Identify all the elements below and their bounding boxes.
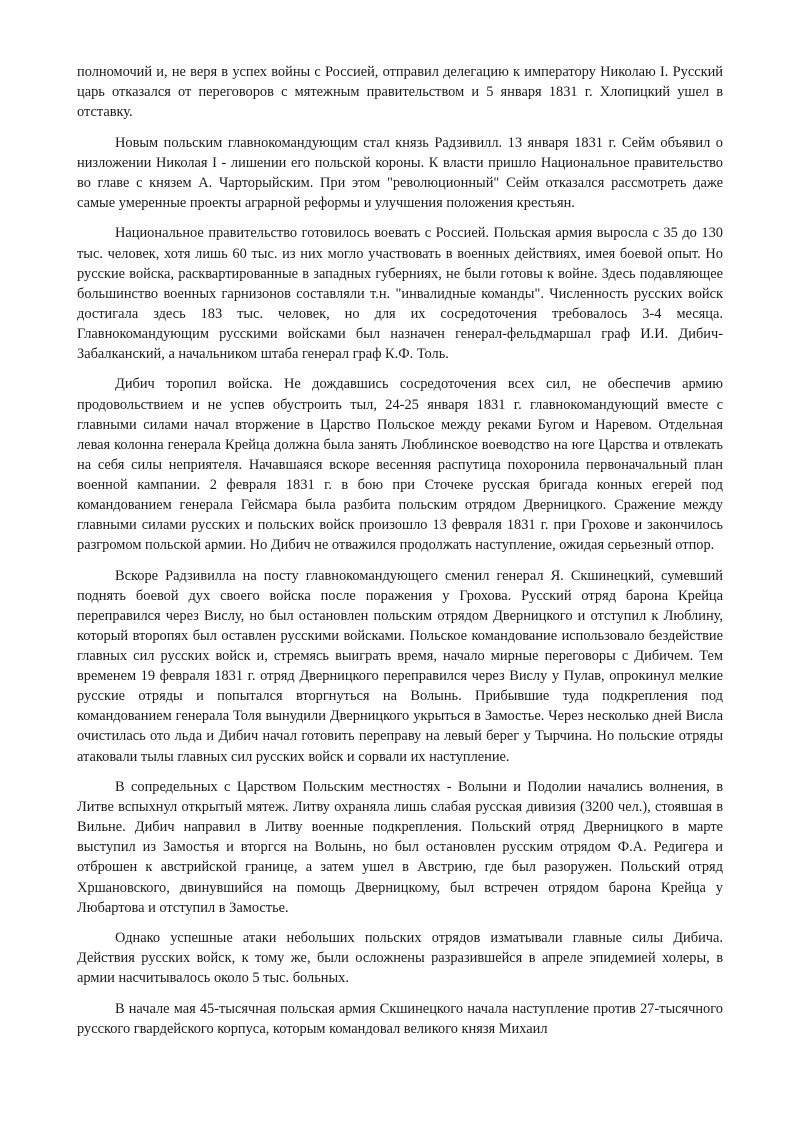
paragraph-2: Новым польским главнокомандующим стал князь Радзивилл. 13 января 1831 г. Сейм объявил о низложении Николая I - лишении его польской короны. К власти пришло Национальное правительство во главе с князем А. Чарторыйским. При этом "революционный" Сейм отказался рассмотреть даже самые умеренные проекты аграрной реформы и улучшения положения крестьян. [77, 134, 723, 211]
paragraph-4: Дибич торопил войска. Не дождавшись сосредоточения всех сил, не обеспечив армию продовольствием и не успев обустроить тыл, 24-25 января 1831 г. главнокомандующий вместе с главными силами начал вторжение в Царство Польское между реками Бугом и Наревом. Отдельная левая колонна генерала Крейца должна была занять Люблинское воеводство на юге Царства и отвлекать на себя силы неприятеля. Начавшаяся вскоре весенняя распутица похоронила первоначальный план военной кампании. 2 февраля 1831 г. в бою при Сточеке русская бригада конных егерей под командованием генерала Гейсмара была разбита польским отрядом Дверницкого. Сражение между главными силами русских и польских войск произошло 13 февраля 1831 г. при Грохове и закончилось разгромом польской армии. Но Дибич не отважился продолжать наступление, ожидая серьезный отпор. [77, 376, 723, 554]
paragraph-7: Однако успешные атаки небольших польских отрядов изматывали главные силы Дибича. Действия русских войск, к тому же, были осложнены разразившейся в апреле эпидемией холеры, в армии насчитывалось около 5 тыс. больных. [77, 930, 723, 987]
paragraph-8: В начале мая 45-тысячная польская армия Скшинецкого начала наступление против 27-тысячного русского гвардейского корпуса, которым командовал великого князя Михаил [77, 1000, 723, 1037]
paragraph-1: полномочий и, не веря в успех войны с Россией, отправил делегацию к императору Николаю I. Русский царь отказался от переговоров с мятежным правительством и 5 января 1831 г. Хлопицкий ушел в отставку. [77, 64, 723, 121]
paragraph-3: Национальное правительство готовилось воевать с Россией. Польская армия выросла с 35 до 130 тыс. человек, хотя лишь 60 тыс. из них могло участвовать в военных действиях, имея боевой опыт. Но русские войска, расквартированные в западных губерниях, не были готовы к войне. Здесь подавляющее большинство военных гарнизонов составляли т.н. "инвалидные команды". Численность русских войск достигала здесь 183 тыс. человек, но для их сосредоточения требовалось 3-4 месяца. Главнокомандующим русскими войсками был назначен генерал-фельдмаршал граф И.И. Дибич-Забалканский, а начальником штаба генерал граф К.Ф. Толь. [77, 225, 723, 362]
paragraph-5: Вскоре Радзивилла на посту главнокомандующего сменил генерал Я. Скшинецкий, сумевший поднять боевой дух своего войска после поражения у Грохова. Русский отряд барона Крейца переправился через Вислу, но был остановлен польским отрядом Дверницкого и отступил к Люблину, который второпях был оставлен русскими войсками. Польское командование использовало бездействие главных сил русских войск и, стремясь выиграть время, начало мирные переговоры с Дибичем. Тем временем 19 февраля 1831 г. отряд Дверницкого переправился через Вислу у Пулав, опрокинул мелкие русские отряды и попытался вторгнуться на Волынь. Прибывшие туда подкрепления под командованием генерала Толя вынудили Дверницкого укрыться в Замостье. Через несколько дней Висла очистилась ото льда и Дибич начал готовить переправу на левый берег у Тырчина. Но польские отряды атаковали тылы главных сил русских войск и сорвали их наступление. [77, 567, 723, 765]
document-page [77, 62, 723, 1049]
paragraph-6: В сопредельных с Царством Польским местностях - Волыни и Подолии начались волнения, в Литве вспыхнул открытый мятеж. Литву охраняла лишь слабая русская дивизия (3200 чел.), стоявшая в Вильне. Дибич направил в Литву военные подкрепления. Польский отряд Дверницкого в марте выступил из Замостья и вторгся на Волынь, но был остановлен русским отрядом Ф.А. Редигера и отброшен к австрийской границе, а затем ушел в Австрию, где был разоружен. Польский отряд Хршановского, двинувшийся на помощь Дверницкому, был встречен отрядом барона Крейца у Любартова и отступил в Замостье. [77, 779, 723, 916]
